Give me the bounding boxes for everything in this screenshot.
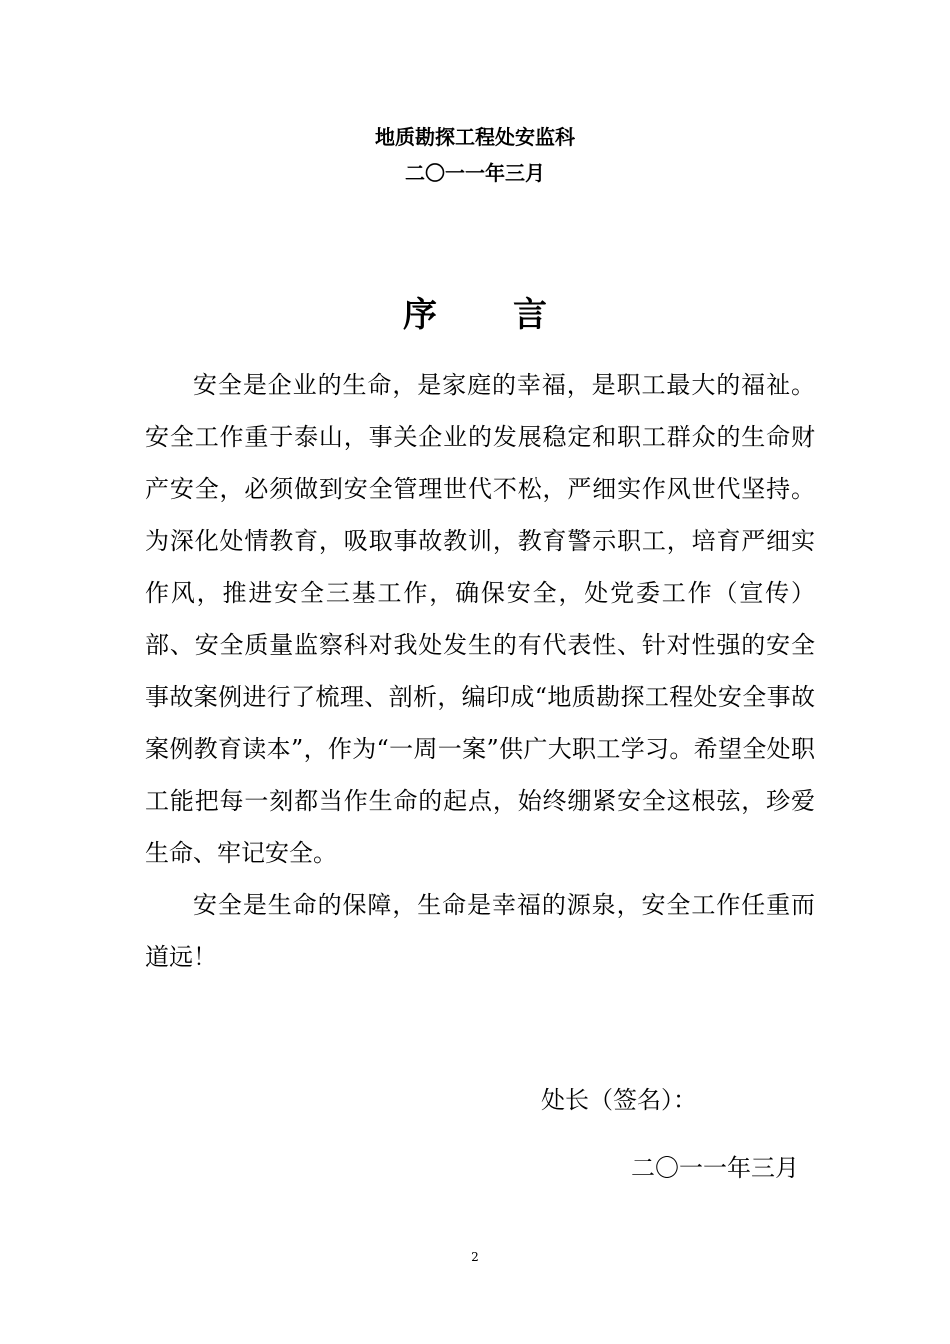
header-date: 二〇一一年三月 xyxy=(405,161,545,185)
title-char-1: 序 xyxy=(403,295,437,335)
title-char-2: 言 xyxy=(513,295,547,335)
signature-line: 处长（签名）： xyxy=(541,1086,697,1114)
page-number: 2 xyxy=(471,1250,479,1264)
preface-paragraph: 安全是生命的保障，生命是幸福的源泉，安全工作任重而道远！ xyxy=(145,891,815,971)
preface-body xyxy=(145,359,815,983)
closing-date: 二〇一一年三月 xyxy=(631,1154,799,1182)
organization-name: 地质勘探工程处安监科 xyxy=(375,125,575,149)
page-title xyxy=(0,290,950,340)
preface-paragraph: 安全是企业的生命，是家庭的幸福，是职工最大的福祉。安全工作重于泰山，事关企业的发展稳定和职工群众的生命财产安全，必须做到安全管理世代不松，严细实作风世代坚持。为深化处情教育，吸取事故教训，教育警示职工，培育严细实作风，推进安全三基工作，确保安全，处党委工作（宣传）部、安全质量监察科对我处发生的有代表性、针对性强的安全事故案例进行了梳理、剖析，编印成“地质勘探工程处安全事故案例教育读本”，作为“一周一案”供广大职工学习。希望全处职工能把每一刻都当作生命的起点，始终绷紧安全这根弦，珍爱生命、牢记安全。 xyxy=(145,371,815,867)
